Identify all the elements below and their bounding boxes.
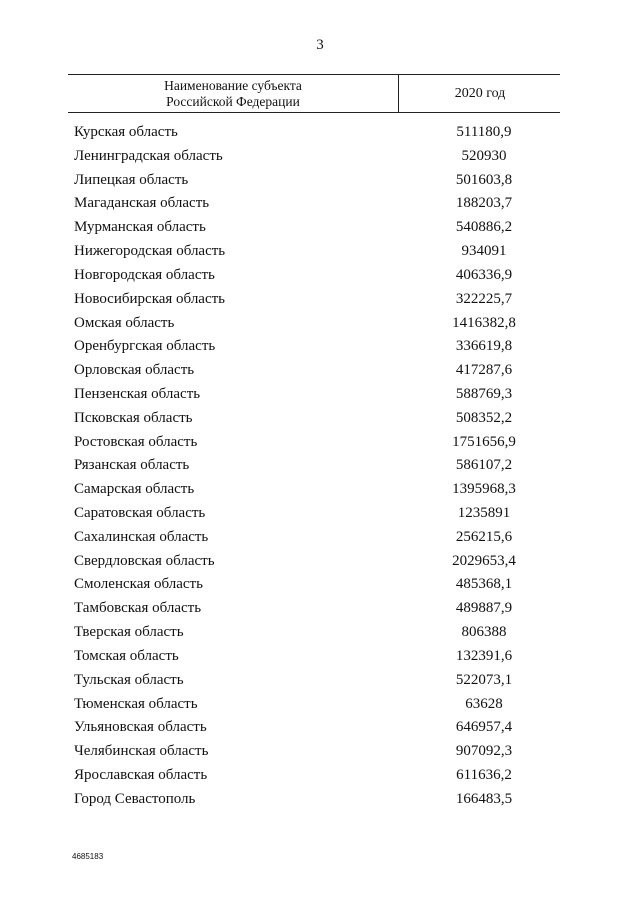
region-value-2020: 588769,3: [455, 385, 513, 402]
region-name: Омская область: [74, 314, 175, 331]
region-name: Тюменская область: [74, 695, 198, 712]
region-value-2020: 256215,6: [455, 528, 513, 545]
region-value-2020: 2029653,4: [452, 552, 516, 569]
table-row: [0, 791, 640, 815]
region-name: Челябинская область: [74, 743, 209, 760]
region-name: Оренбургская область: [74, 338, 216, 355]
region-value-2020: 508352,2: [455, 409, 513, 426]
table-row: [0, 172, 640, 196]
region-value-2020: 511180,9: [456, 124, 512, 140]
region-value-2020: 166483,5: [455, 790, 513, 807]
table-row: [0, 434, 640, 458]
table-header: [68, 74, 560, 113]
table-row: [0, 672, 640, 696]
region-name: Курская область: [74, 124, 178, 140]
region-value-2020: 1235891: [457, 505, 511, 521]
region-value-2020: 336619,8: [455, 338, 513, 355]
table-row: [0, 696, 640, 720]
region-value-2020: 322225,7: [455, 290, 513, 307]
region-name: Новосибирская область: [74, 290, 226, 307]
region-value-2020: 1751656,9: [452, 433, 516, 450]
region-name: Мурманская область: [74, 219, 206, 236]
region-value-2020: 406336,9: [455, 266, 513, 283]
region-name: Псковская область: [74, 409, 193, 426]
table-row: [0, 648, 640, 672]
page-number: 3: [316, 37, 324, 53]
region-value-2020: 132391,6: [455, 647, 513, 664]
region-value-2020: 520930: [461, 147, 507, 164]
region-value-2020: 1416382,8: [452, 314, 516, 331]
table-row: [0, 553, 640, 577]
region-value-2020: 522073,1: [455, 671, 513, 688]
region-name: Ульяновская область: [74, 719, 207, 736]
table-row: [0, 291, 640, 315]
region-value-2020: 611636,2: [456, 766, 512, 783]
region-name: Магаданская область: [74, 195, 210, 212]
header-year: 2020 год: [454, 86, 506, 101]
header-region-name-line1: Наименование субъекта: [164, 78, 302, 93]
region-value-2020: 63628: [465, 695, 503, 712]
table-row: [0, 624, 640, 648]
header-region-name: [68, 75, 399, 112]
table-row: [0, 338, 640, 362]
table-row: [0, 219, 640, 243]
table-row: [0, 743, 640, 767]
table-body: [0, 124, 640, 815]
region-value-2020: 586107,2: [455, 457, 513, 474]
region-value-2020: 806388: [461, 624, 507, 641]
region-name: Саратовская область: [74, 505, 206, 521]
region-name: Тамбовская область: [74, 600, 202, 617]
table-row: [0, 124, 640, 148]
region-value-2020: 489887,9: [455, 600, 513, 617]
table-row: [0, 410, 640, 434]
table-row: [0, 362, 640, 386]
region-value-2020: 188203,7: [455, 195, 513, 212]
table-row: [0, 267, 640, 291]
region-name: Липецкая область: [74, 171, 189, 188]
region-name: Смоленская область: [74, 576, 203, 593]
table-row: [0, 576, 640, 600]
region-name: Пензенская область: [74, 385, 201, 402]
region-value-2020: 417287,6: [455, 362, 513, 379]
region-value-2020: 485368,1: [455, 576, 513, 593]
table-row: [0, 386, 640, 410]
table-row: [0, 767, 640, 791]
region-value-2020: 934091: [461, 243, 507, 260]
region-name: Ленинградская область: [74, 147, 223, 164]
region-name: Рязанская область: [74, 457, 190, 474]
region-name: Нижегородская область: [74, 243, 226, 260]
table-row: [0, 600, 640, 624]
region-name: Томская область: [74, 647, 179, 664]
region-name: Новгородская область: [74, 266, 215, 283]
table-row: [0, 505, 640, 529]
table-row: [0, 481, 640, 505]
header-region-name-line2: Российской Федерации: [166, 94, 300, 109]
region-name: Ярославская область: [74, 766, 208, 783]
region-value-2020: 907092,3: [455, 743, 513, 760]
region-name: Свердловская область: [74, 552, 215, 569]
table-row: [0, 195, 640, 219]
region-value-2020: 540886,2: [455, 219, 513, 236]
table-row: [0, 457, 640, 481]
region-name: Ростовская область: [74, 433, 198, 450]
table-row: [0, 719, 640, 743]
region-value-2020: 646957,4: [455, 719, 513, 736]
document-code: 4685183: [72, 852, 104, 861]
region-value-2020: 1395968,3: [452, 481, 516, 498]
region-name: Сахалинская область: [74, 528, 209, 545]
region-value-2020: 501603,8: [455, 171, 513, 188]
table-row: [0, 243, 640, 267]
table-row: [0, 529, 640, 553]
region-name: Самарская область: [74, 481, 195, 498]
region-name: Тульская область: [74, 671, 184, 688]
table-row: [0, 148, 640, 172]
table-row: [0, 315, 640, 339]
region-name: Тверская область: [74, 624, 184, 641]
region-name: Город Севастополь: [74, 790, 196, 807]
region-name: Орловская область: [74, 362, 195, 379]
